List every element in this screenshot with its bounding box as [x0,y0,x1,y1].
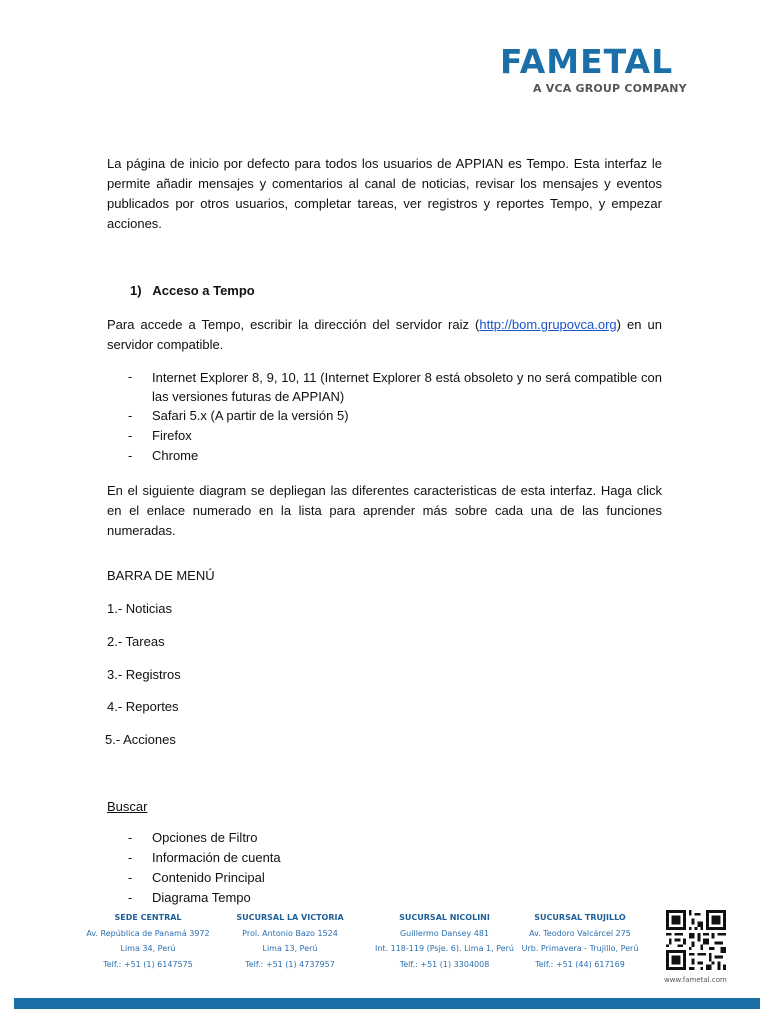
office-trujillo [500,910,660,972]
menu-title: BARRA DE MENÚ [107,568,215,583]
bullet-dash: - [128,890,133,905]
office-la-victoria [215,910,365,972]
buscar-title: Buscar [107,799,148,814]
office-name: SEDE CENTRAL [114,913,182,922]
office-phone: Telf.: +51 (44) 617169 [535,959,625,969]
buscar-item: Contenido Principal [152,870,265,885]
bullet-dash: - [128,369,133,384]
company-tagline: A VCA GROUP COMPANY [533,82,687,95]
intro-paragraph: La página de inicio por defecto para todos los usuarios de APPIAN es Tempo. Esta interfaz le permite añadir mensajes y comentarios al canal de noticias, revisar los mensajes y eventos publicados por otros usuarios, completar tareas, ver registros y reportes Tempo, y empezar acciones. [107,156,662,231]
footer-bar [14,998,760,1009]
office-city: Urb. Primavera - Trujillo, Perú [521,944,639,953]
qr-code-icon [666,910,726,970]
office-address: Prol. Antonio Bazo 1524 [242,928,338,938]
office-phone: Telf.: +51 (1) 3304008 [399,959,490,969]
buscar-item: Diagrama Tempo [152,890,251,905]
office-phone: Telf.: +51 (1) 4737957 [245,959,335,969]
menu-item-registros: 3.- Registros [107,667,181,682]
bullet-dash: - [128,850,133,865]
buscar-list [0,829,768,909]
server-link[interactable]: http://bom.grupovca.org [479,317,617,332]
access-text-pre: Para accede a Tempo, escribir la dirección del servidor raiz ( [107,317,480,332]
browser-item: Internet Explorer 8, 9, 10, 11 (Internet Explorer 8 está obsoleto y no será compatible con las versiones futuras de APPIAN) [152,370,662,404]
office-city: Int. 118-119 (Psje. 6). Lima 1, Perú [374,944,515,953]
menu-item-tareas: 2.- Tareas [107,634,165,649]
browser-item: Safari 5.x (A partir de la versión 5) [152,408,349,423]
browser-item: Chrome [152,448,199,463]
office-city: Lima 13, Perú [262,944,318,953]
menu-item-reportes: 4.- Reportes [107,699,179,714]
browser-list [0,368,768,468]
office-city: Lima 34, Perú [120,944,176,953]
section-title-acceso: 1) Acceso a Tempo [130,283,255,298]
diagram-paragraph: En el siguiente diagram se depliegan las diferentes caracteristicas de esta interfaz. Haga click en el enlace numerado en la lista para aprender más sobre cada una de las funciones numeradas. [107,483,662,538]
office-address: Guillermo Dansey 481 [399,928,489,938]
office-sede-central [73,910,223,972]
office-name: SUCURSAL NICOLINI [399,913,490,922]
bullet-dash: - [128,870,133,885]
office-address: Av. Teodoro Valcárcel 275 [529,928,631,938]
buscar-item: Opciones de Filtro [152,830,258,845]
fametal-logo: FAMETAL [500,42,674,81]
bullet-dash: - [128,408,133,423]
browser-item: Firefox [152,428,192,443]
bullet-dash: - [128,830,133,845]
office-name: SUCURSAL TRUJILLO [534,913,626,922]
access-paragraph [107,315,662,355]
menu-item-noticias: 1.- Noticias [107,601,173,616]
bullet-dash: - [128,428,133,443]
bullet-dash: - [128,448,133,463]
office-name: SUCURSAL LA VICTORIA [236,913,344,922]
menu-item-acciones: 5.- Acciones [105,732,176,747]
access-text-post: ) en un servidor compatible. [107,317,662,352]
office-phone: Telf.: +51 (1) 6147575 [103,959,193,969]
office-address: Av. República de Panamá 3972 [86,928,210,938]
website-url: www.fametal.com [664,976,727,984]
buscar-item: Información de cuenta [152,850,281,865]
